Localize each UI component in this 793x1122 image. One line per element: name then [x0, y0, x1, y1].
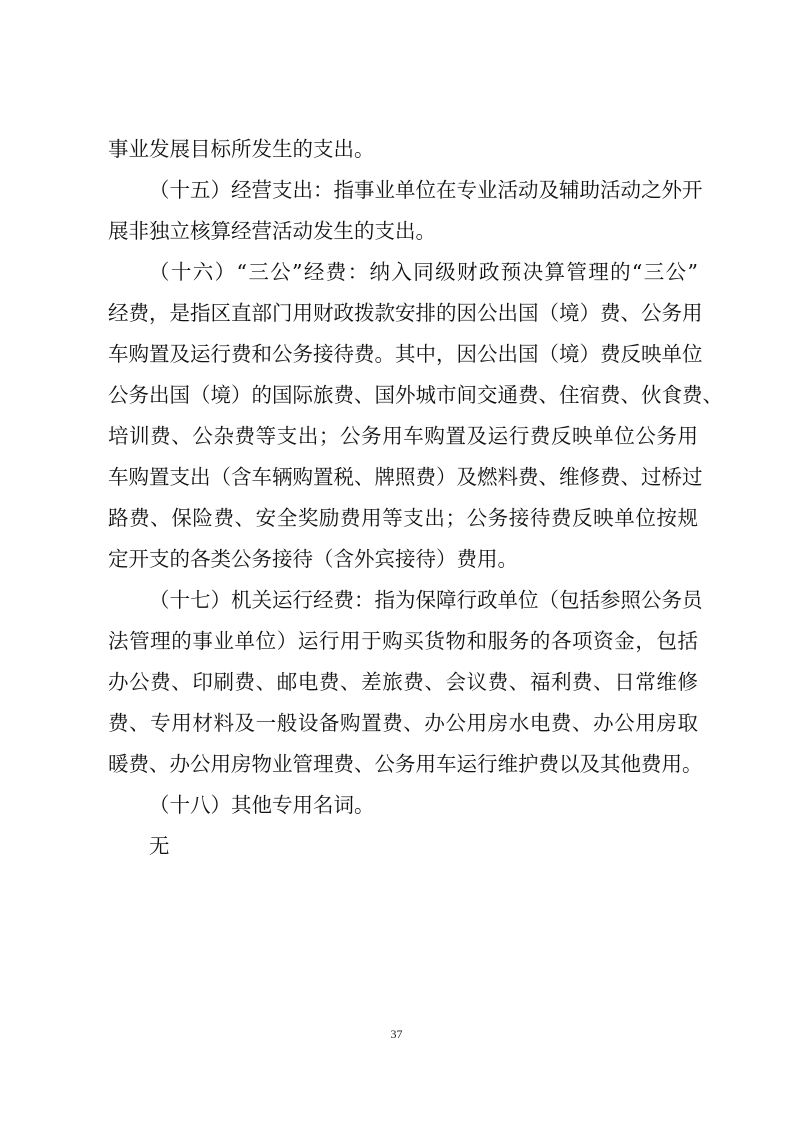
text-line: 办公费、印刷费、邮电费、差旅费、会议费、福利费、日常维修 — [108, 670, 698, 694]
text-line: （十七）机关运行经费：指为保障行政单位（包括参照公务员 — [149, 588, 703, 612]
text-line: 无 — [149, 834, 170, 858]
text-line: 展非独立核算经营活动发生的支出。 — [108, 219, 436, 243]
text-line: 路费、保险费、安全奖励费用等支出；公务接待费反映单位按规 — [108, 506, 698, 530]
text-line: 暖费、办公用房物业管理费、公务用车运行维护费以及其他费用。 — [108, 752, 703, 776]
text-line: 培训费、公杂费等支出；公务用车购置及运行费反映单位公务用 — [108, 424, 698, 448]
page-number: 37 — [390, 1027, 403, 1041]
text-line: 公务出国（境）的国际旅费、国外城市间交通费、住宿费、伙食费、 — [108, 383, 723, 407]
text-line: 事业发展目标所发生的支出。 — [108, 137, 375, 161]
text-line: 法管理的事业单位）运行用于购买货物和服务的各项资金，包括 — [108, 629, 698, 653]
text-line: 定开支的各类公务接待（含外宾接待）费用。 — [108, 547, 518, 571]
text-line: （十六）“三公”经费：纳入同级财政预决算管理的“三公” — [149, 260, 698, 284]
text-line: （十八）其他专用名词。 — [149, 793, 375, 817]
text-line: 经费，是指区直部门用财政拨款安排的因公出国（境）费、公务用 — [108, 301, 703, 325]
text-line: 车购置及运行费和公务接待费。其中，因公出国（境）费反映单位 — [108, 342, 703, 366]
text-line: 费、专用材料及一般设备购置费、办公用房水电费、办公用房取 — [108, 711, 698, 735]
text-line: 车购置支出（含车辆购置税、牌照费）及燃料费、维修费、过桥过 — [108, 465, 703, 489]
text-line: （十五）经营支出：指事业单位在专业活动及辅助活动之外开 — [149, 178, 703, 202]
body-text — [108, 129, 723, 867]
